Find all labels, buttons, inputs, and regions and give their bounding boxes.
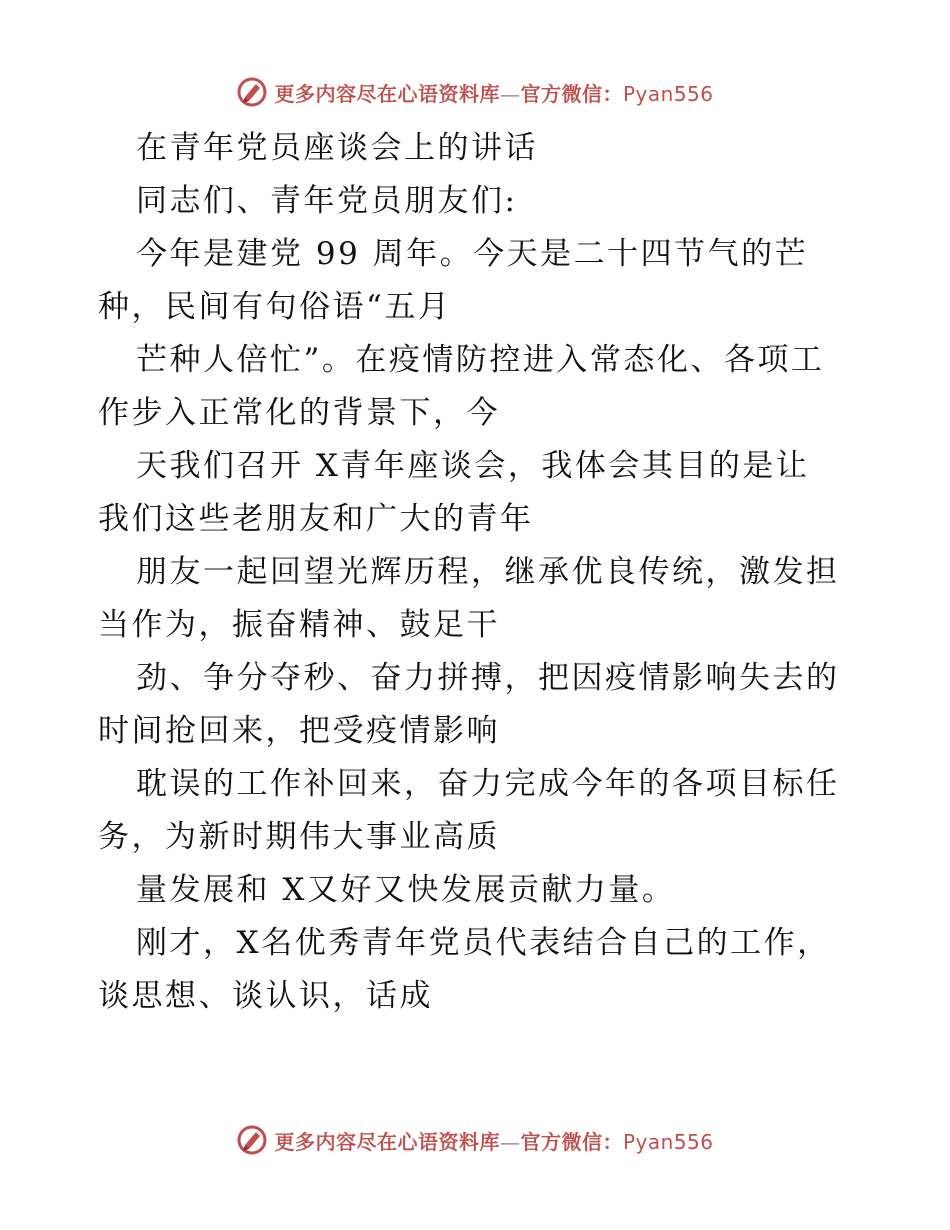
text-line: 时间抢回来，把受疫情影响 xyxy=(98,713,500,749)
text-line: 当作为，振奋精神、鼓足干 xyxy=(98,607,500,643)
brand-logo-icon xyxy=(236,1124,268,1156)
text-line: 天我们召开 X青年座谈会，我体会其目的是让 xyxy=(136,448,810,484)
document-body xyxy=(98,122,858,1023)
watermark-header xyxy=(0,72,950,112)
text-line: 芒种人倍忙”。在疫情防控进入常态化、各项工 xyxy=(136,342,825,378)
text-line: 务，为新时期伟大事业高质 xyxy=(98,819,500,855)
brand-logo-icon xyxy=(236,76,268,108)
watermark-separator: — xyxy=(499,81,521,106)
watermark-brand: Pyan556 xyxy=(622,1129,714,1154)
text-line: 谈思想、谈认识，话成 xyxy=(98,978,433,1014)
watermark-footer xyxy=(0,1120,950,1160)
watermark-brand: Pyan556 xyxy=(622,81,714,106)
watermark-tail: 官方微信： xyxy=(520,1129,623,1154)
watermark-separator: — xyxy=(499,1129,521,1154)
watermark-main: 更多内容尽在心语资料库 xyxy=(274,1129,500,1154)
text-line: 今年是建党 99 周年。今天是二十四节气的芒 xyxy=(136,236,809,272)
document-title: 在青年党员座谈会上的讲话 xyxy=(136,130,538,166)
text-line: 量发展和 X又好又快发展贡献力量。 xyxy=(136,872,676,908)
text-line: 种，民间有句俗语“五月 xyxy=(98,289,452,325)
watermark-text xyxy=(274,1126,713,1155)
watermark-tail: 官方微信： xyxy=(520,81,623,106)
watermark-text xyxy=(274,78,713,107)
text-line: 朋友一起回望光辉历程，继承优良传统，激发担 xyxy=(136,554,840,590)
salutation: 同志们、青年党员朋友们: xyxy=(136,183,518,219)
text-line: 我们这些老朋友和广大的青年 xyxy=(98,501,534,537)
text-line: 作步入正常化的背景下，今 xyxy=(98,395,500,431)
text-line: 刚才，X名优秀青年党员代表结合自己的工作， xyxy=(136,925,831,961)
text-line: 劲、争分夺秒、奋力拼搏，把因疫情影响失去的 xyxy=(136,660,840,696)
text-line: 耽误的工作补回来，奋力完成今年的各项目标任 xyxy=(136,766,840,802)
watermark-main: 更多内容尽在心语资料库 xyxy=(274,81,500,106)
